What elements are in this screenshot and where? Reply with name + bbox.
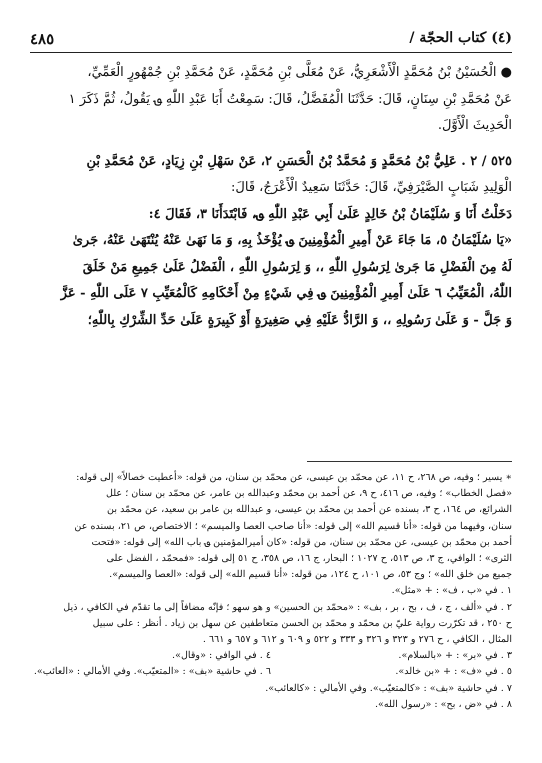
footnotes	[30, 470, 512, 713]
footnote-pair	[30, 648, 512, 664]
source-line: الثرى» ؛ الوافي، ج ٣، ص ٥١٣، ح ١٠٢٧ ؛ البحار، ج ١٦، ص ٣٥٨، ح ٥١ إلى قوله: «فمحمّد ، الفضل على	[106, 553, 512, 565]
footnote-line: ٤ . في الوافي : «وقال».	[172, 650, 271, 662]
text-line: الْوَلِيدِ شَبَابٍ الصَّيْرَفِيِّ، قَالَ: حَدَّثَنَا سَعِيدٌ الْأَعْرَجُ، قَالَ:	[231, 180, 512, 195]
source-line: أحمد بن محمّد بن عيسى، عن محمّد بن سنان، من قوله: «كان أميرالمؤمنين ؈ باب الله» إلى قوله: «فتحت	[91, 536, 512, 548]
footnote-line: ٨ . في «ض ، بح» : «رسول الله».	[374, 698, 512, 710]
text-line: «يَا سُلَيْمَانُ ٥، مَا جَاءَ عَنْ أَمِيرِ الْمُؤْمِنِينَ ؈ يُؤْخَذُ بِهِ، وَ مَا نَهَىٰ عَنْهُ يُنْتَهَىٰ عَنْهُ، جَرىٰ	[72, 233, 512, 248]
hadith-heading-line: ٥٢٥ / ٢ . عَلِيُّ بْنُ مُحَمَّدٍ وَ مُحَمَّدُ بْنُ الْحَسَنِ ٢، عَنْ سَهْلِ بْنِ زِيَادٍ، عَنْ مُحَمَّدِ بْنِ	[86, 153, 512, 169]
text-line: ● الْحُسَيْنُ بْنُ مُحَمَّدٍ الْأَشْعَرِيُّ، عَنْ مُعَلَّى بْنِ مُحَمَّدٍ، عَنْ مُحَمَّدِ بْنِ جُمْهُورٍ الْعَمِّيِّ،	[87, 65, 512, 80]
text-line: اللّٰهُ، الْمُعَيِّبُ ٦ عَلَىٰ أَمِيرِ الْمُؤْمِنِينَ ؈ فِي شَيْءٍ مِنْ أَحْكَامِهِ كَالْمُعَيِّبِ ٧ عَلَى اللّٰهِ - عَزَّ	[60, 286, 512, 301]
footnote-separator	[307, 461, 512, 462]
main-text	[30, 60, 512, 334]
source-line: «فصل الخطاب» ؛ وفيه، ص ٤١٦، ح ٩، عن أحمد بن محمّد وعبدالله بن عامر، عن محمّد بن سنان ؛ علل	[105, 488, 512, 500]
footnote-pair	[30, 664, 512, 680]
text-line: عَنْ مُحَمَّدِ بْنِ سِنَانٍ، قَالَ: حَدَّثَنَا الْمُفَضَّلُ، قَالَ: سَمِعْتُ أَبَا عَبْدِ اللّٰهِ ؈ يَقُولُ، ثُمَّ ذَكَرَ ١	[68, 91, 512, 107]
footnote-line: ح ٢٥٠ ، قد تكرّرت رواية عليّ بن محمّد و محمّد بن الحسن متعاطفين عن سهل بن زياد . أنظر : على سبيل	[92, 617, 512, 629]
running-head: (٤) كتاب الحجّة /	[409, 30, 512, 46]
page-header	[30, 30, 512, 53]
source-line: سنان، وفيهما من قوله: «أنا قسيم الله» إلى قوله: «أنا صاحب العصا والميسم» ؛ الاختصاص، ص ٢١، بسنده عن	[74, 520, 512, 532]
footnote-line: ٢ . في «ألف ، ج ، ف ، بح ، بر ، بف» : «محمّد بن الحسين» و هو سهو ؛ فإنّه مضافاً إلى ما تقدّم في الكافي ، ذيل	[63, 601, 512, 613]
page-number: ٤٨٥	[30, 30, 55, 48]
footnote-line: ٥ . في «ف» : + «بن خالد».	[395, 666, 512, 678]
text-line: لَهُ مِنَ الْفَضْلِ مَا جَرىٰ لِرَسُولِ اللّٰهِ ،، وَ لِرَسُولِ اللّٰهِ ، الْفَضْلُ عَلَىٰ جَمِيعِ مَنْ خَلَقَ	[82, 259, 512, 275]
footnote-line: ٣ . في «بر» : + «بالسلام».	[398, 650, 512, 662]
text-line: الْحَدِيثَ الْأَوَّلَ.	[437, 118, 512, 133]
text-line: وَ جَلَّ - وَ عَلَىٰ رَسُولِهِ ،، وَ الرَّادُّ عَلَيْهِ فِي صَغِيرَةٍ أَوْ كَبِيرَةٍ عَلَىٰ حَدِّ الشِّرْكِ بِاللّٰهِ؛	[87, 312, 512, 328]
footnote-line: ٦ . في حاشية «بف» : «المتعيّب». وفي الأمالي : «العائب».	[33, 666, 271, 678]
source-line: ∗ يسير ؛ وفيه، ص ٢٦٨، ح ١١، عن محمّد بن عيسى، عن محمّد بن سنان، من قوله: «أعطيت خصالاً» إلى قوله:	[76, 472, 512, 483]
footnote-line: ١ . في «ب ، ف» : + «مثل».	[391, 585, 512, 597]
source-line: جميع من خلق الله» ؛ وج ٥٣، ص ١٠١، ح ١٢٤، من قوله: «أنا قسيم الله» إلى قوله: «العصا والميسم».	[109, 569, 512, 581]
source-line: الشرائع، ص ١٦٤، ح ٣، بسنده عن أحمد بن محمّد بن عيسى، و عبدالله بن عامر بن سعيد، عن محمّد بن	[107, 504, 512, 516]
footnote-line: ٧ . في حاشية «بف» : «كالمتعيّب». وفي الأمالي : «كالعائب».	[265, 682, 512, 694]
footnote-line: المثال ، الكافي ، ح ٢٧٦ و ٣٢٣ و ٣٢٦ و ٣٣٣ و ٥٢٢ و ٦٠٩ و ٦١٢ و ٦٥٧ و ٦٦١ .	[202, 634, 512, 646]
text-line: دَخَلْتُ أَنَا وَ سُلَيْمَانُ بْنُ خَالِدٍ عَلَىٰ أَبِي عَبْدِ اللّٰهِ ؈، فَابْتَدَأَنَا ٣، فَقَالَ ٤:	[148, 206, 512, 222]
